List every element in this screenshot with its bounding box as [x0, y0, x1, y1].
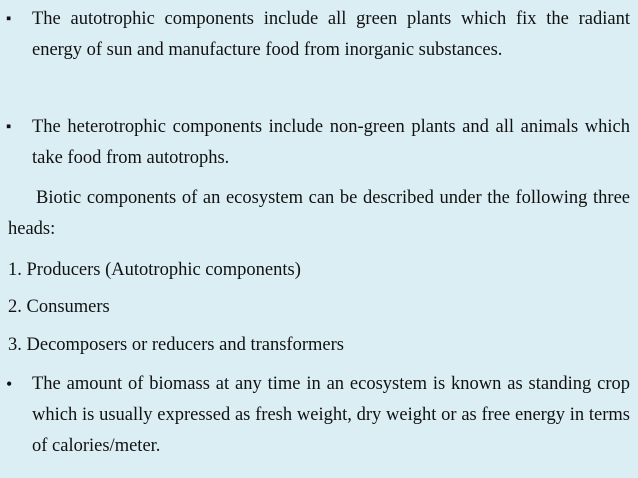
bullet-heterotrophic — [6, 112, 630, 174]
list-item-producers: 1. Producers (Autotrophic components) — [8, 260, 301, 280]
square-bullet-icon: ▪ — [6, 119, 12, 135]
round-bullet-icon: • — [6, 374, 13, 394]
intro-paragraph: Biotic components of an ecosystem can be described under the following three heads: — [8, 188, 630, 239]
bullet-text: The autotrophic components include all green plants which fix the radiant energy of sun and manufacture food from inorganic substances. — [32, 9, 630, 60]
square-bullet-icon: ▪ — [6, 11, 12, 27]
list-item-decomposers: 3. Decomposers or reducers and transformers — [8, 335, 344, 355]
bullet-biomass — [6, 369, 630, 462]
bullet-text: The amount of biomass at any time in an ecosystem is known as standing crop which is usually expressed as fresh weight, dry weight or as free energy in terms of calories/meter. — [32, 374, 630, 456]
bullet-text: The heterotrophic components include non-green plants and all animals which take food from autotrophs. — [32, 117, 630, 168]
bullet-autotrophic — [6, 4, 630, 66]
list-item-consumers: 2. Consumers — [8, 297, 110, 317]
